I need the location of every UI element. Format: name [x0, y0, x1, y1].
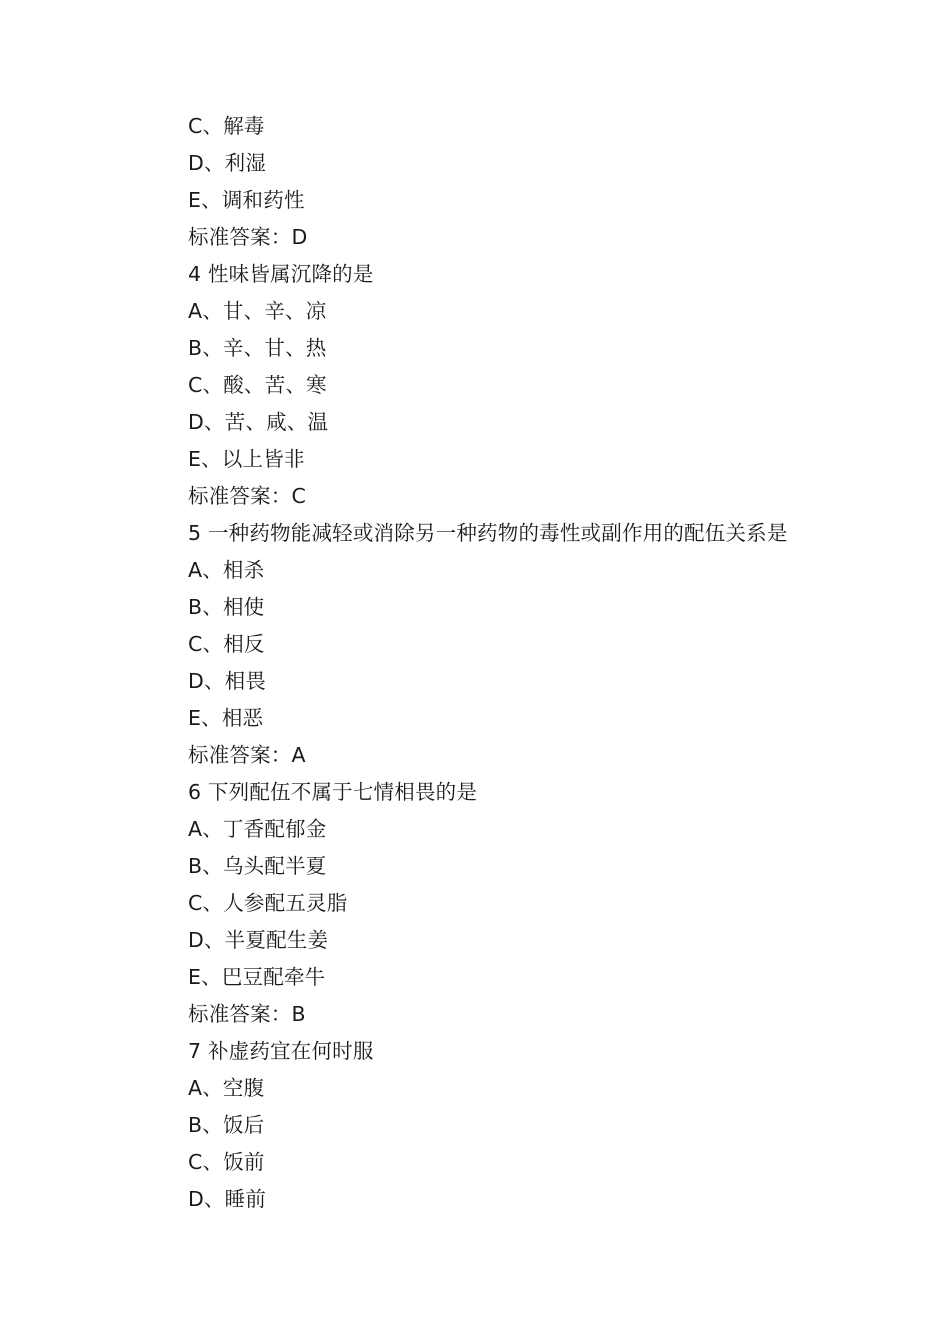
option-line: E、调和药性 [188, 188, 305, 212]
option-line: A、丁香配郁金 [188, 817, 327, 841]
question-line: 6 下列配伍不属于七情相畏的是 [188, 780, 478, 804]
answer-line: 标准答案：C [188, 484, 307, 508]
option-line: D、利湿 [188, 151, 267, 175]
option-line: A、相杀 [188, 558, 265, 582]
answer-line: 标准答案：A [188, 743, 306, 767]
option-line: D、半夏配生姜 [188, 928, 329, 952]
option-line: C、解毒 [188, 114, 265, 138]
option-line: C、相反 [188, 632, 265, 656]
option-line: D、睡前 [188, 1187, 267, 1211]
option-line: A、甘、辛、凉 [188, 299, 327, 323]
question-line: 7 补虚药宜在何时服 [188, 1039, 374, 1063]
question-line: 4 性味皆属沉降的是 [188, 262, 374, 286]
option-line: B、乌头配半夏 [188, 854, 327, 878]
option-line: B、饭后 [188, 1113, 265, 1137]
option-line: C、人参配五灵脂 [188, 891, 348, 915]
option-line: D、苦、咸、温 [188, 410, 329, 434]
option-line: E、以上皆非 [188, 447, 305, 471]
option-line: E、巴豆配牵牛 [188, 965, 326, 989]
document-text [188, 108, 888, 1218]
option-line: B、辛、甘、热 [188, 336, 327, 360]
option-line: D、相畏 [188, 669, 267, 693]
option-line: E、相恶 [188, 706, 264, 730]
answer-line: 标准答案：B [188, 1002, 306, 1026]
option-line: C、饭前 [188, 1150, 265, 1174]
option-line: B、相使 [188, 595, 265, 619]
option-line: C、酸、苦、寒 [188, 373, 327, 397]
question-line: 5 一种药物能减轻或消除另一种药物的毒性或副作用的配伍关系是 [188, 521, 788, 545]
option-line: A、空腹 [188, 1076, 265, 1100]
answer-line: 标准答案：D [188, 225, 308, 249]
